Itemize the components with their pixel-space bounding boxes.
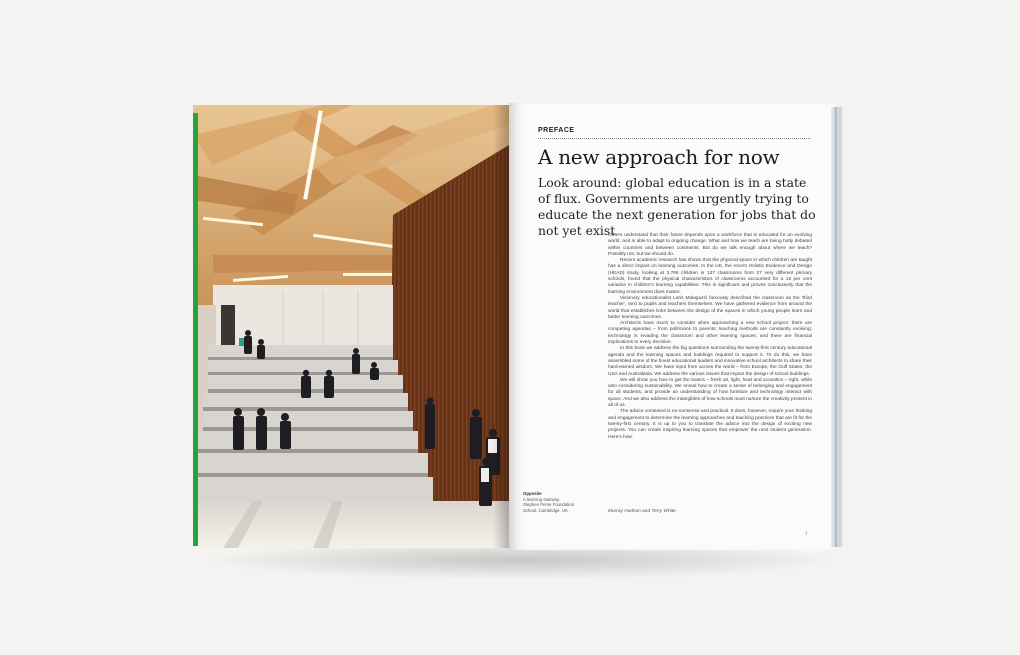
body-paragraph: Others understand that their future depends upon a workforce that is educated for an evolving world, and is able to adapt to ongoing change. What and how we teach are being hotly debated within countries and between continents. But do we talk enough about where we teach? Possibly not, but we should do. (608, 233, 812, 257)
body-paragraph: We will show you how to get the basics – fresh air, light, heat and acoustics – right, while also considering sustainability. We reveal how to create a sense of belonging and engagement for all students, and provide an understanding of how furniture and technology interact with space. And we also address the intangibles of how schools must nurture the creativity present in all of us. (608, 377, 812, 409)
section-label: PREFACE (538, 127, 575, 134)
spine-green-edge (193, 113, 198, 546)
page-title: A new approach for now (538, 145, 780, 169)
body-paragraph: Architects have much to consider when approaching a new school project: there are competing agendas – from politicians to parents; teaching methods are constantly evolving; technology is invading the classroom and other learning spaces; and there are financial implications to every decision. (608, 321, 812, 346)
caption-line: Stephen Perse Foundation (523, 502, 575, 508)
body-paragraph: Recent academic research has shown that the physical space in which children are taught has a direct impact on learning outcomes. In the UK, the recent Holistic Evidence and Design (HEAD) study, looking at 3,766 children in 137 classrooms from 27 very different primary schools, found that the physical characteristics of classrooms accounted for a 16 per cent variation in children's learning capabilities. This is significant and proves conclusively that the learning environment does matter. (608, 258, 812, 295)
left-page-photo (193, 105, 509, 548)
author-signature: Murray Hudson and Terry White (608, 509, 676, 514)
page-number: 7 (805, 531, 808, 536)
body-text (608, 233, 812, 441)
caption-line: School, Cambridge, UK (523, 507, 568, 513)
gutter-shadow (493, 105, 509, 548)
body-paragraph: Visionary educationalist Loris Malaguzzi famously described the classroom as the 'third teacher', next to pupils and teachers themselves. We have gathered evidence from around the world that establishes links between the design of the spaces in which young people learn and better learning outcomes. (608, 295, 812, 320)
right-page-text (509, 103, 835, 550)
photo-icon (193, 105, 509, 548)
caption-line: A learning stairway, (523, 496, 560, 502)
standfirst: Look around: global education is in a state of flux. Governments are urgently trying to educate the next generation for jobs that do not yet exist (538, 175, 816, 238)
page-edges (831, 107, 843, 547)
caption-title: Opposite (523, 491, 542, 496)
photo-caption (523, 491, 589, 513)
open-book (193, 103, 845, 550)
dotted-rule (538, 138, 811, 139)
body-paragraph: The advice contained is no-nonsense and practical. It does, however, require your thinking and engagement to determine the learning approaches and teaching practices that are fit for the twenty-first century. It is up to you to translate the advice into the design of exciting new projects. You can create inspiring learning spaces that empower the next student generation. Here's how. (608, 409, 812, 440)
body-paragraph: In this book we address the big questions surrounding the twenty-first century educational agenda and the learning spaces and buildings required to support it. To do this, we have assembled some of the finest educational leaders and innovative school architects to share their hard-earned wisdom. We have input from across the world – from Europe, the Gulf States, the USA and Australasia. We address the various issues that impact the design of school buildings. (608, 346, 812, 377)
